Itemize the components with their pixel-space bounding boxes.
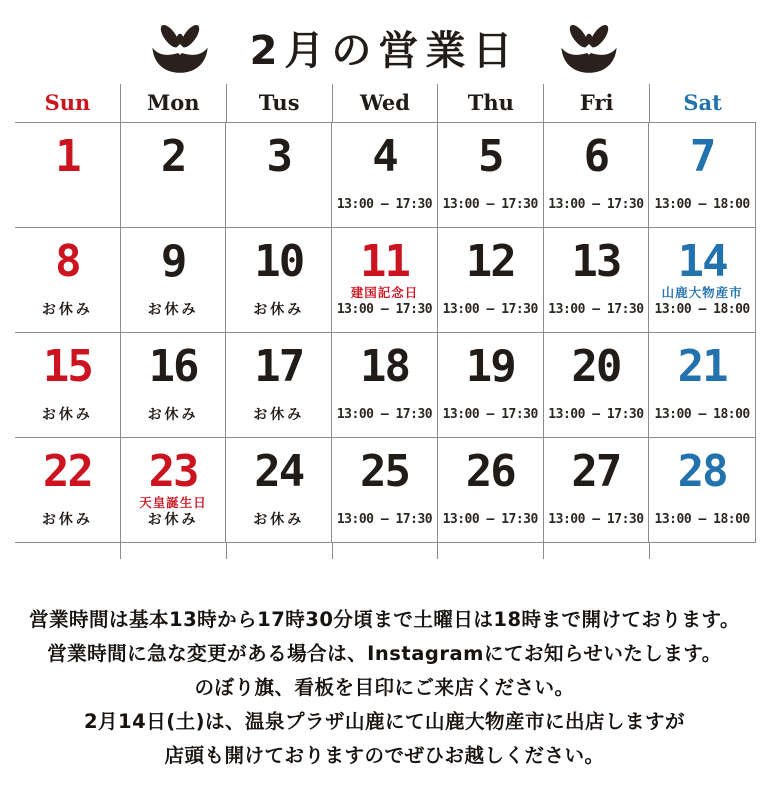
day-hours: 13:00 – 17:30 — [548, 512, 644, 527]
grid-stub — [227, 543, 333, 559]
note-line: 2月14日(土)は、温泉プラザ山鹿にて山鹿大物産市に出店しますが — [83, 710, 686, 733]
day-number: 24 — [254, 446, 304, 497]
day-number: 3 — [266, 131, 292, 182]
day-cell-10 — [226, 228, 332, 332]
day-detail — [649, 511, 755, 529]
day-hours: 13:00 – 17:30 — [336, 407, 433, 422]
day-cell-19 — [438, 333, 544, 437]
grid-stub — [15, 543, 121, 559]
grid-stub — [650, 543, 756, 559]
day-cell-25 — [332, 438, 438, 542]
day-detail — [226, 301, 331, 319]
day-number: 23 — [148, 446, 198, 497]
day-number: 11 — [360, 236, 409, 287]
page-title: 2月の営業日 — [249, 27, 520, 74]
day-detail — [332, 284, 437, 319]
weekday-tus: Tus — [227, 84, 333, 122]
grid-stub — [438, 543, 544, 559]
day-detail — [332, 511, 437, 529]
day-number: 1 — [55, 131, 80, 182]
day-closed-label: お休み — [41, 302, 93, 318]
notes — [0, 603, 769, 773]
week-row — [15, 228, 755, 333]
day-number: 15 — [42, 341, 92, 392]
day-cell-2 — [121, 123, 227, 227]
week-row — [15, 438, 755, 543]
weekday-sat: Sat — [683, 90, 722, 115]
day-detail — [121, 406, 226, 424]
day-number: 17 — [254, 341, 304, 392]
day-number: 21 — [677, 341, 727, 392]
day-detail — [544, 196, 649, 214]
day-cell-7 — [649, 123, 755, 227]
day-cell-21 — [649, 333, 755, 437]
day-cell-24 — [226, 438, 332, 542]
day-cell-8 — [15, 228, 121, 332]
day-cell-14 — [649, 228, 755, 332]
flower-crest-icon-left — [150, 20, 210, 74]
day-number: 28 — [677, 446, 727, 497]
day-hours: 13:00 – 17:30 — [548, 302, 644, 317]
day-detail — [121, 494, 226, 529]
day-detail — [438, 196, 543, 214]
week-row — [15, 123, 755, 228]
day-detail — [544, 301, 649, 319]
day-detail — [332, 196, 437, 214]
day-cell-22 — [15, 438, 121, 542]
day-number: 2 — [160, 131, 186, 182]
day-detail — [15, 406, 120, 424]
weekday-thu: Thu — [438, 84, 544, 122]
grid-stub — [333, 543, 439, 559]
day-cell-4 — [332, 123, 438, 227]
day-detail — [544, 511, 649, 529]
day-detail — [226, 406, 331, 424]
day-detail — [649, 406, 755, 424]
day-hours: 13:00 – 17:30 — [336, 512, 433, 527]
title-bar — [0, 0, 769, 84]
day-hours: 13:00 – 18:00 — [654, 407, 750, 422]
day-number: 10 — [254, 236, 304, 287]
day-number: 9 — [160, 236, 186, 287]
day-cell-26 — [438, 438, 544, 542]
day-cell-28 — [649, 438, 755, 542]
day-detail — [438, 301, 543, 319]
day-closed-label: お休み — [147, 302, 199, 318]
day-number: 7 — [689, 131, 715, 182]
day-number: 20 — [571, 341, 621, 392]
day-number: 19 — [465, 341, 515, 392]
grid-stub — [121, 543, 227, 559]
day-detail — [15, 511, 120, 529]
day-hours: 13:00 – 17:30 — [442, 407, 538, 422]
day-hours: 13:00 – 17:30 — [442, 512, 538, 527]
day-cell-5 — [438, 123, 544, 227]
day-detail — [15, 301, 120, 319]
day-cell-6 — [544, 123, 650, 227]
day-detail — [438, 406, 543, 424]
note-line: のぼり旗、看板を目印にご来店ください。 — [194, 676, 575, 699]
day-cell-13 — [544, 228, 650, 332]
day-hours: 13:00 – 17:30 — [442, 197, 538, 212]
day-hours: 13:00 – 17:30 — [548, 407, 644, 422]
note-line: 営業時間は基本13時から17時30分頃まで土曜日は18時まで開けております。 — [29, 608, 740, 631]
day-number: 25 — [360, 446, 409, 497]
day-cell-12 — [438, 228, 544, 332]
weekday-row — [15, 84, 756, 123]
calendar-body — [15, 123, 756, 543]
day-detail — [121, 301, 226, 319]
day-cell-20 — [544, 333, 650, 437]
week-row — [15, 333, 755, 438]
day-hours: 13:00 – 17:30 — [442, 302, 538, 317]
day-number: 8 — [55, 236, 80, 287]
day-cell-15 — [15, 333, 121, 437]
day-hours: 13:00 – 18:00 — [654, 302, 750, 317]
weekday-wed: Wed — [333, 84, 439, 122]
day-note: 建国記念日 — [350, 285, 419, 300]
note-line: 営業時間に急な変更がある場合は、Instagramにてお知らせいたします。 — [47, 642, 722, 665]
day-cell-23 — [121, 438, 227, 542]
day-cell-17 — [226, 333, 332, 437]
day-number: 16 — [148, 341, 198, 392]
day-detail — [649, 196, 755, 214]
day-number: 27 — [571, 446, 621, 497]
flower-crest-icon-right — [559, 20, 619, 74]
note-line: 店頭も開けておりますのでぜひお越しください。 — [164, 744, 605, 767]
day-number: 6 — [583, 131, 609, 182]
day-detail — [649, 284, 755, 319]
day-closed-label: お休み — [253, 407, 305, 423]
day-cell-3 — [226, 123, 332, 227]
day-closed-label: お休み — [147, 407, 199, 423]
weekday-fri: Fri — [544, 84, 650, 122]
day-note: 天皇誕生日 — [139, 495, 207, 510]
weekday-mon: Mon — [121, 84, 227, 122]
day-number: 13 — [571, 236, 621, 287]
day-number: 4 — [372, 131, 397, 182]
day-number: 18 — [360, 341, 409, 392]
day-hours: 13:00 – 18:00 — [654, 512, 750, 527]
day-hours: 13:00 – 17:30 — [548, 197, 644, 212]
day-hours: 13:00 – 17:30 — [336, 197, 433, 212]
day-number: 12 — [465, 236, 515, 287]
day-number: 26 — [465, 446, 515, 497]
grid-stub — [544, 543, 650, 559]
day-number: 5 — [477, 131, 503, 182]
day-closed-label: お休み — [253, 302, 305, 318]
day-closed-label: お休み — [253, 512, 305, 528]
day-cell-1 — [15, 123, 121, 227]
day-detail — [438, 511, 543, 529]
day-closed-label: お休み — [41, 407, 93, 423]
day-cell-18 — [332, 333, 438, 437]
day-detail — [544, 406, 649, 424]
day-cell-27 — [544, 438, 650, 542]
day-cell-16 — [121, 333, 227, 437]
day-hours: 13:00 – 17:30 — [336, 302, 433, 317]
day-number: 14 — [677, 236, 727, 287]
day-number: 22 — [42, 446, 92, 497]
day-detail — [226, 511, 331, 529]
grid-stub-row — [15, 543, 756, 559]
weekday-sun: Sun — [15, 84, 121, 122]
calendar — [15, 84, 756, 559]
day-cell-9 — [121, 228, 227, 332]
day-detail — [332, 406, 437, 424]
day-closed-label: お休み — [41, 512, 93, 528]
day-hours: 13:00 – 18:00 — [654, 197, 750, 212]
day-closed-label: お休み — [147, 512, 199, 528]
day-note: 山鹿大物産市 — [661, 285, 743, 300]
day-cell-11 — [332, 228, 438, 332]
